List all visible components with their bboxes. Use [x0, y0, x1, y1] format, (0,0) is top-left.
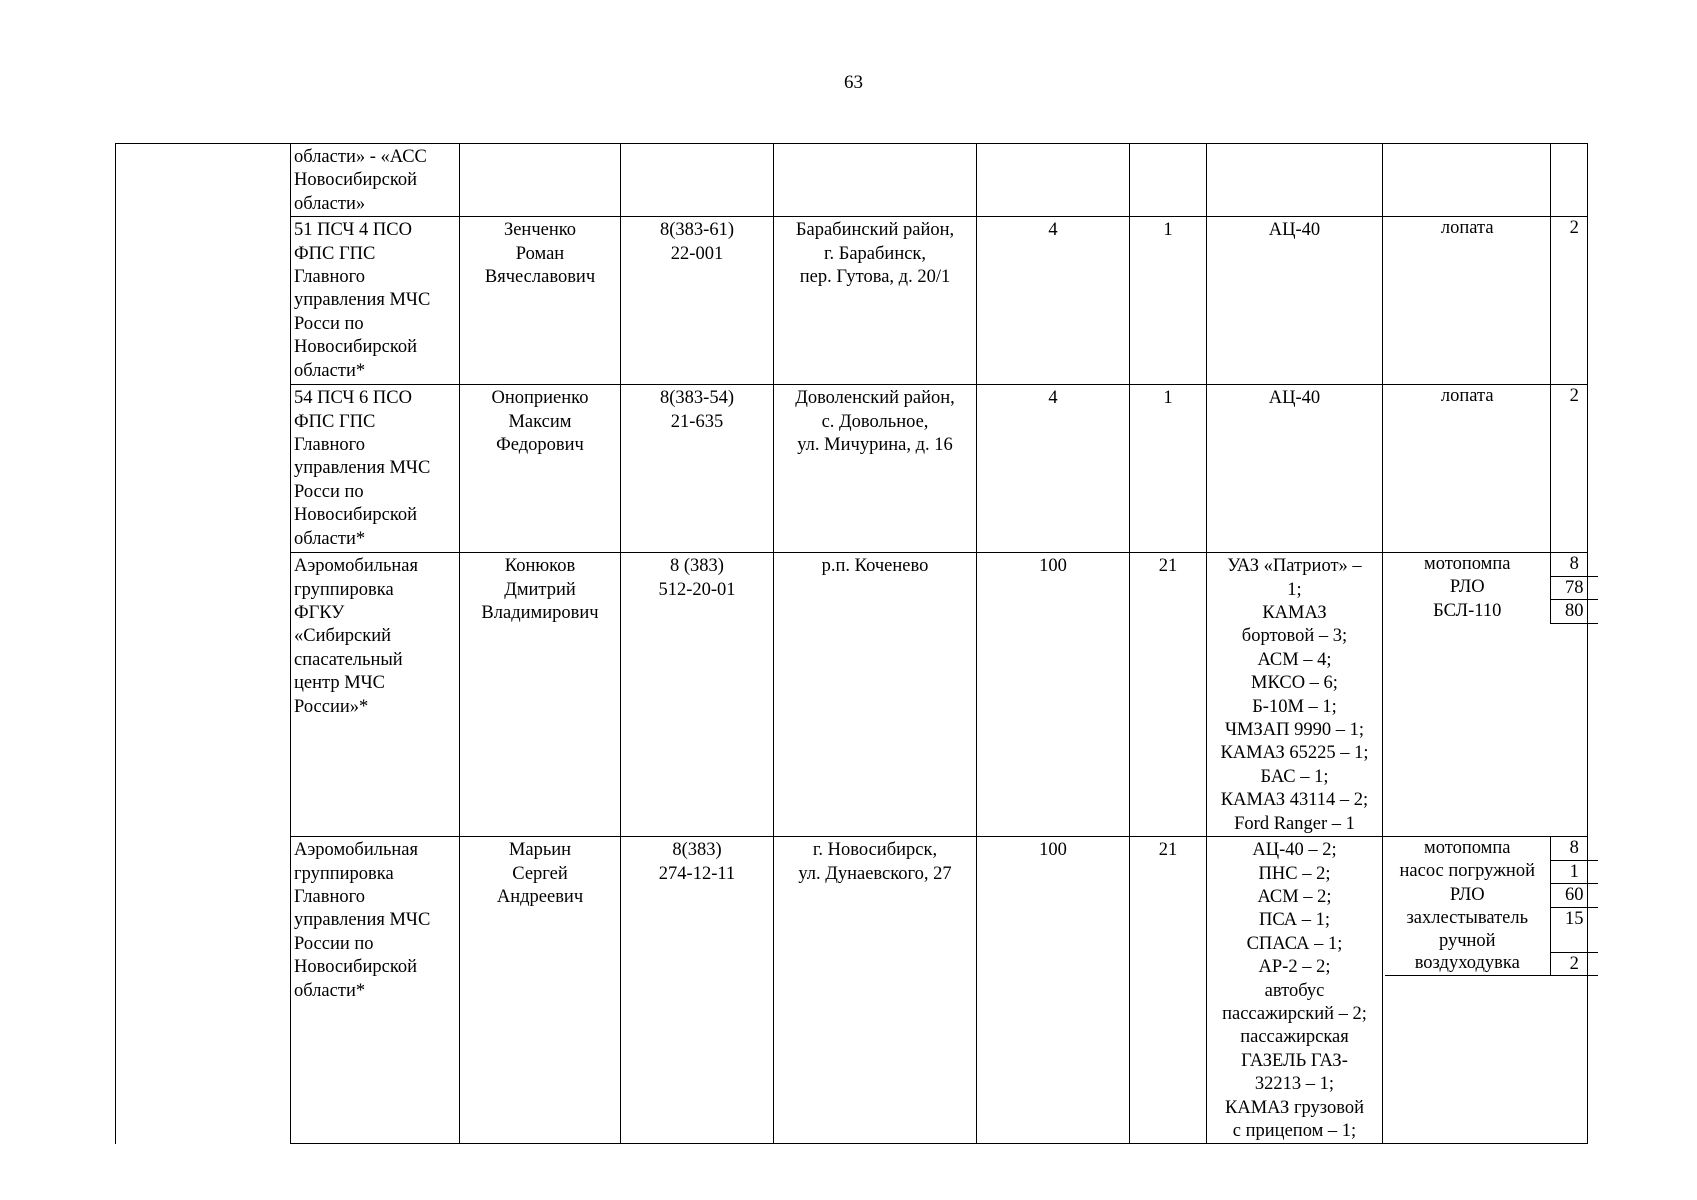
- address-cell: [774, 144, 977, 217]
- equipment-name: РЛО: [1449, 884, 1485, 905]
- organization-cell-line: 51 ПСЧ 4 ПСО: [294, 220, 412, 241]
- organization-cell-line: Новосибирской: [294, 957, 418, 978]
- organization-cell-line: Новосибирской: [294, 337, 418, 358]
- vehicles-cell-line: Ford Ranger – 1: [1234, 813, 1355, 834]
- vehicles-cell-line: КАМАЗ 43114 – 2;: [1220, 790, 1369, 811]
- blank-cell: [116, 385, 291, 553]
- vehicle-count-cell: [1130, 144, 1207, 217]
- equipment-row: [1385, 837, 1598, 860]
- table-row: [116, 385, 1588, 553]
- vehicles-cell-line: ЧМЗАП 9990 – 1;: [1225, 720, 1364, 741]
- organization-cell-line: спасательный: [294, 649, 403, 670]
- equipment-cell: [1383, 837, 1588, 1144]
- organization-cell-line: «Сибирский: [294, 626, 392, 647]
- equipment-name: мотопомпа: [1424, 838, 1511, 859]
- equipment-qty: 2: [1550, 385, 1598, 552]
- organization-cell-line: Аэромобильная: [294, 840, 419, 861]
- person-cell-line: Владимирович: [481, 603, 599, 624]
- vehicles-cell-line: АСМ – 4;: [1257, 649, 1332, 670]
- organization-cell-line: управления МЧС: [294, 910, 431, 931]
- blank-cell: [116, 553, 291, 837]
- organization-cell: [291, 217, 460, 385]
- person-cell-line: Сергей: [512, 863, 568, 884]
- phone-cell-line: 8(383-61): [660, 220, 734, 241]
- vehicles-cell-line: ПСА – 1;: [1258, 910, 1331, 931]
- staff-count-cell: 100: [977, 553, 1130, 837]
- staff-count-cell: [977, 144, 1130, 217]
- equipment-row: [1385, 907, 1598, 952]
- phone-cell-line: 274-12-11: [658, 863, 736, 884]
- organization-cell-line: ФПС ГПС: [294, 411, 376, 432]
- equipment-name: захлестыватель ручной: [1406, 908, 1529, 951]
- person-cell: [460, 144, 621, 217]
- organization-cell-line: центр МЧС: [294, 673, 386, 694]
- person-cell-line: Оноприенко: [491, 388, 589, 409]
- organization-cell-line: области*: [294, 528, 366, 549]
- address-cell-line: г. Новосибирск,: [812, 840, 938, 861]
- phone-cell-line: 8(383-54): [660, 388, 734, 409]
- person-cell-line: Андреевич: [496, 886, 584, 907]
- equipment-row: [1385, 600, 1598, 624]
- phone-cell-line: 22-001: [670, 243, 724, 264]
- organization-cell-line: Главного: [294, 267, 366, 288]
- equipment-cell: [1383, 217, 1588, 385]
- organization-cell-line: Росси по: [294, 481, 364, 502]
- organization-cell-line: Главного: [294, 886, 366, 907]
- organization-cell-line: области»: [294, 193, 366, 214]
- vehicles-cell: [1207, 837, 1383, 1144]
- vehicles-cell-line: КАМАЗ: [1262, 603, 1327, 624]
- organization-cell-line: Новосибирской: [294, 170, 418, 191]
- table-row: [116, 837, 1588, 1144]
- staff-count-cell: 4: [977, 385, 1130, 553]
- equipment-qty: 15: [1550, 907, 1598, 952]
- equipment-row: [1385, 553, 1598, 576]
- equipment-row: [1385, 576, 1598, 600]
- address-cell: [774, 553, 977, 837]
- vehicles-cell-line: КАМАЗ 65225 – 1;: [1220, 743, 1369, 764]
- equipment-qty: 8: [1550, 837, 1598, 860]
- address-cell: [774, 385, 977, 553]
- equipment-name: БСЛ-110: [1433, 600, 1502, 621]
- organization-cell-line: управления МЧС: [294, 290, 431, 311]
- vehicles-cell-line: АЦ-40: [1268, 220, 1321, 241]
- person-cell-line: Федорович: [496, 435, 584, 456]
- equipment-list: [1385, 837, 1598, 976]
- vehicle-count-cell: 1: [1130, 217, 1207, 385]
- vehicles-cell-line: пассажирская: [1240, 1027, 1349, 1048]
- address-cell-line: р.п. Коченево: [821, 556, 929, 577]
- equipment-name: мотопомпа: [1424, 554, 1511, 575]
- vehicles-cell: [1207, 385, 1383, 553]
- organization-cell-line: Новосибирской: [294, 505, 418, 526]
- phone-cell: [621, 385, 774, 553]
- person-cell-line: Роман: [515, 243, 565, 264]
- vehicles-cell-line: с прицепом – 1;: [1232, 1120, 1357, 1141]
- equipment-cell: [1383, 553, 1588, 837]
- vehicles-cell-line: УАЗ «Патриот» –: [1227, 556, 1362, 577]
- organization-cell: [291, 837, 460, 1144]
- vehicles-cell-line: АСМ – 2;: [1257, 886, 1332, 907]
- vehicles-cell-line: ГАЗЕЛЬ ГАЗ-: [1241, 1050, 1348, 1071]
- person-cell: [460, 553, 621, 837]
- equipment-qty: 2: [1550, 217, 1598, 384]
- phone-cell-line: 512-20-01: [658, 579, 736, 600]
- phone-cell: [621, 837, 774, 1144]
- blank-cell: [116, 837, 291, 1144]
- vehicles-cell-line: МКСО – 6;: [1251, 673, 1338, 694]
- vehicles-cell: [1207, 553, 1383, 837]
- equipment-list: [1385, 385, 1598, 552]
- equipment-row: [1385, 884, 1598, 908]
- organization-cell: [291, 553, 460, 837]
- organization-cell-line: Росси по: [294, 313, 364, 334]
- vehicle-count-cell: 21: [1130, 837, 1207, 1144]
- equipment-cell: [1383, 385, 1588, 553]
- vehicles-cell-line: АР-2 – 2;: [1258, 957, 1331, 978]
- vehicles-cell-line: автобус: [1264, 980, 1325, 1001]
- blank-cell: [116, 217, 291, 385]
- address-cell-line: с. Довольное,: [821, 411, 929, 432]
- equipment-list: [1385, 144, 1598, 216]
- organization-cell-line: области*: [294, 980, 366, 1001]
- equipment-qty: 8: [1550, 553, 1598, 576]
- organization-cell-line: Аэромобильная: [294, 556, 419, 577]
- phone-cell-line: 8 (383): [670, 556, 724, 577]
- vehicles-cell-line: 32213 – 1;: [1254, 1074, 1335, 1095]
- phone-cell: [621, 144, 774, 217]
- person-cell-line: Вячеславович: [484, 267, 596, 288]
- address-cell-line: ул. Дунаевского, 27: [798, 863, 952, 884]
- organization-cell-line: группировка: [294, 863, 394, 884]
- equipment-name: насос погружной: [1399, 861, 1535, 882]
- equipment-name: РЛО: [1449, 577, 1485, 598]
- vehicles-cell-line: 1;: [1287, 579, 1302, 600]
- equipment-qty: 2: [1550, 952, 1598, 976]
- vehicles-cell-line: ПНС – 2;: [1258, 863, 1331, 884]
- organization-cell-line: России по: [294, 933, 374, 954]
- address-cell-line: Барабинский район,: [795, 220, 955, 241]
- address-cell: [774, 217, 977, 385]
- table-row: [116, 144, 1588, 217]
- equipment-qty: 1: [1550, 860, 1598, 884]
- equipment-list: [1385, 553, 1598, 624]
- vehicles-cell-line: СПАСА – 1;: [1246, 933, 1343, 954]
- organization-cell-line: 54 ПСЧ 6 ПСО: [294, 388, 412, 409]
- equipment-name: лопата: [1440, 218, 1494, 239]
- table-row: [116, 553, 1588, 837]
- equipment-name: воздуходувка: [1385, 952, 1550, 976]
- organization-cell-line: Главного: [294, 435, 366, 456]
- address-cell-line: ул. Мичурина, д. 16: [797, 435, 953, 456]
- organization-cell-line: ФПС ГПС: [294, 243, 376, 264]
- phone-cell: [621, 217, 774, 385]
- person-cell-line: Дмитрий: [504, 579, 576, 600]
- page-number: 63: [844, 72, 863, 93]
- equipment-row: [1385, 385, 1598, 552]
- organization-cell-line: области» - «АСС: [294, 147, 427, 167]
- equipment-row: [1385, 952, 1598, 976]
- vehicles-cell-line: АЦ-40 – 2;: [1252, 840, 1337, 861]
- person-cell: [460, 217, 621, 385]
- person-cell-line: Максим: [508, 411, 572, 432]
- organization-cell-line: области*: [294, 360, 366, 381]
- organization-cell-line: России»*: [294, 696, 369, 717]
- staff-count-cell: 100: [977, 837, 1130, 1144]
- equipment-qty: 60: [1550, 884, 1598, 908]
- vehicles-cell-line: КАМАЗ грузовой: [1225, 1097, 1364, 1118]
- vehicles-cell-line: АЦ-40: [1268, 388, 1321, 409]
- address-cell-line: Доволенский район,: [795, 388, 955, 409]
- phone-cell: [621, 553, 774, 837]
- person-cell: [460, 385, 621, 553]
- vehicles-cell-line: Б-10М – 1;: [1252, 696, 1337, 717]
- address-cell-line: г. Барабинск,: [823, 243, 927, 264]
- equipment-cell: [1383, 144, 1588, 217]
- equipment-qty: 78: [1550, 576, 1598, 600]
- vehicles-cell-line: бортовой – 3;: [1241, 626, 1348, 647]
- vehicles-cell-line: пассажирский – 2;: [1222, 1003, 1367, 1024]
- equipment-qty: 80: [1550, 600, 1598, 624]
- person-cell-line: Марьин: [508, 840, 572, 861]
- organization-cell: [291, 385, 460, 553]
- address-cell: [774, 837, 977, 1144]
- staff-count-cell: 4: [977, 217, 1130, 385]
- person-cell: [460, 837, 621, 1144]
- table-row: [116, 217, 1588, 385]
- equipment-list: [1385, 217, 1598, 384]
- phone-cell-line: 21-635: [670, 411, 724, 432]
- equipment-name: лопата: [1440, 386, 1494, 407]
- person-cell-line: Конюков: [504, 556, 576, 577]
- address-cell-line: пер. Гутова, д. 20/1: [799, 267, 951, 288]
- organization-cell-line: группировка: [294, 579, 394, 600]
- organization-cell-line: ФГКУ: [294, 603, 345, 624]
- vehicles-cell-line: БАС – 1;: [1260, 766, 1329, 787]
- equipment-row: [1385, 860, 1598, 884]
- vehicle-count-cell: 21: [1130, 553, 1207, 837]
- organization-cell-line: управления МЧС: [294, 458, 431, 479]
- equipment-row: [1385, 217, 1598, 384]
- vehicles-cell: [1207, 144, 1383, 217]
- blank-cell: [116, 144, 291, 217]
- vehicles-cell: [1207, 217, 1383, 385]
- resources-table: [115, 143, 1588, 1144]
- vehicle-count-cell: 1: [1130, 385, 1207, 553]
- organization-cell: [291, 144, 460, 217]
- person-cell-line: Зенченко: [503, 220, 577, 241]
- phone-cell-line: 8(383): [672, 840, 722, 861]
